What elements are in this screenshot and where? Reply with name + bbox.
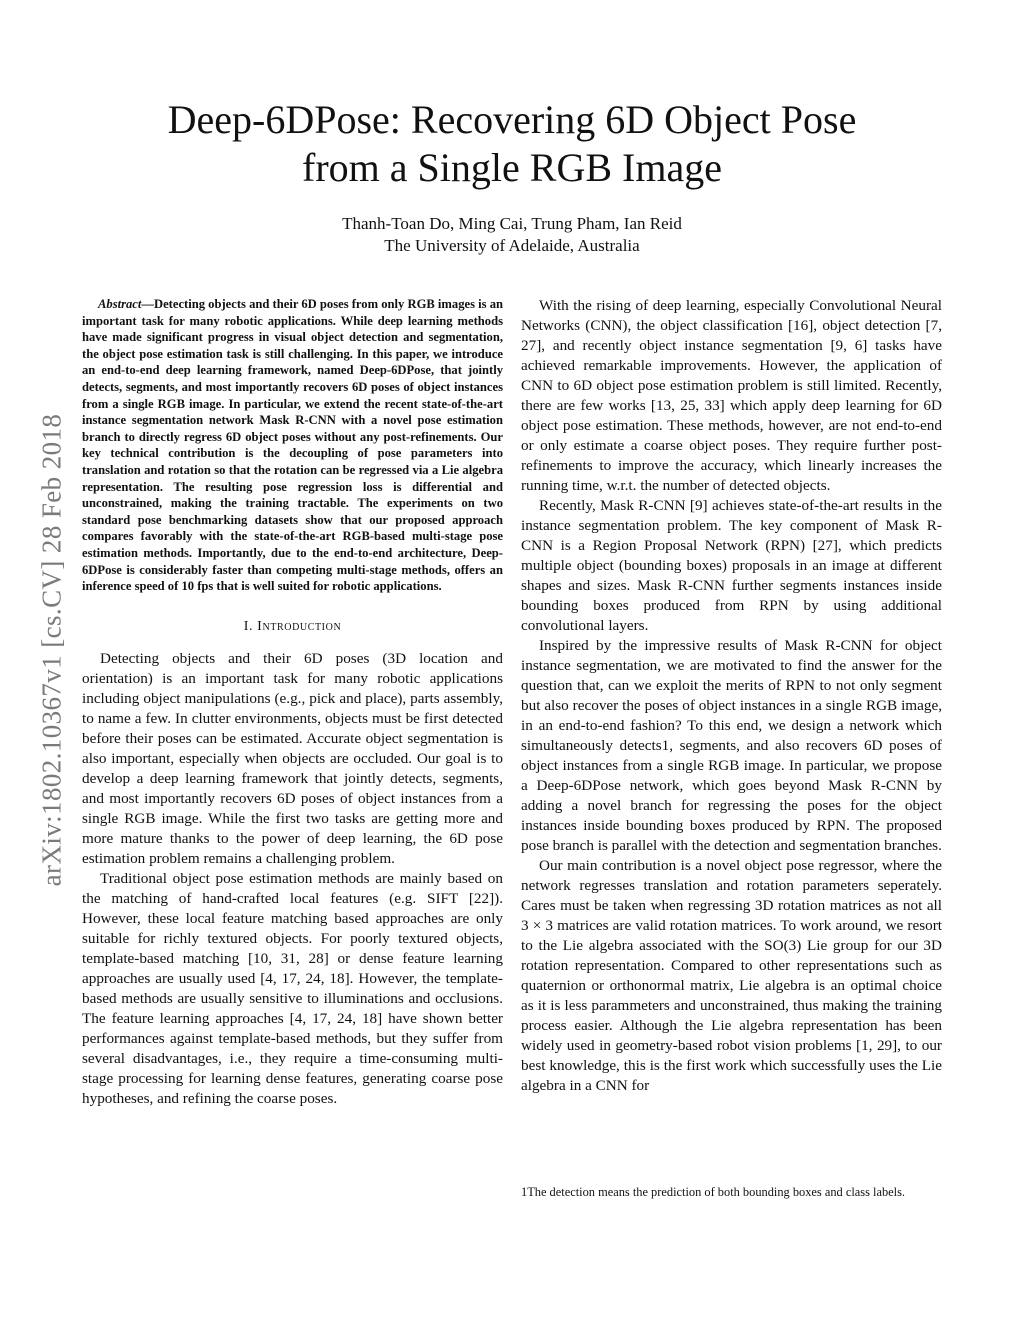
- abstract-text: —Detecting objects and their 6D poses from only RGB images is an important task for many robotic applications. While deep learning methods have made significant progress in visual object detection and segmentation, the object pose estimation task is still challenging. In this paper, we introduce an end-to-end deep learning framework, named Deep-6DPose, that jointly detects, segments, and most importantly recovers 6D poses of object instances from a single RGB image. In particular, we extend the recent state-of-the-art instance segmentation network Mask R-CNN with a novel pose estimation branch to directly regress 6D object poses without any post-refinements. Our key technical contribution is the decoupling of pose parameters into translation and rotation so that the rotation can be regressed via a Lie algebra representation. The resulting pose regression loss is differential and unconstrained, making the training tractable. The experiments on two standard pose benchmarking datasets show that our proposed approach compares favorably with the state-of-the-art RGB-based multi-stage pose estimation methods. Importantly, due to the end-to-end architecture, Deep-6DPose is considerably faster than competing multi-stage methods, offers an inference speed of 10 fps that is well suited for robotic applications.: [82, 297, 503, 594]
- right-column: [521, 296, 942, 1096]
- right-paragraph-4: Our main contribution is a novel object pose regressor, where the network regresses translation and rotation parameters seperately. Cares must be taken when regressing 3D rotation matrices as not all 3 × 3 matrices are valid rotation matrices. To work around, we resort to the Lie algebra associated with the SO(3) Lie group for our 3D rotation representation. Compared to other representations such as quaternion or orthonormal matrix, Lie algebra is an optimal choice as it is less parammeters and unconstrained, thus making the training process easier. Although the Lie algebra representation has been widely used in geometry-based robot vision problems [1, 29], to our best knowledge, this is the first work which successfully uses the Lie algebra in a CNN for: [521, 857, 942, 1094]
- arxiv-identifier: arXiv:1802.10367v1 [cs.CV] 28 Feb 2018: [36, 413, 67, 887]
- author-list: Thanh-Toan Do, Ming Cai, Trung Pham, Ian Reid: [342, 214, 682, 233]
- footnote: 1The detection means the prediction of both bounding boxes and class labels.: [521, 1185, 906, 1199]
- right-paragraph-1: With the rising of deep learning, especially Convolutional Neural Networks (CNN), the object classification [16], object detection [7, 27], and recently object instance segmentation [9, 6] tasks have achieved remarkable improvements. However, the application of CNN to 6D object pose estimation problem is still limited. Recently, there are few works [13, 25, 33] which apply deep learning for 6D object pose estimation. These methods, however, are not end-to-end or only estimate a coarse object poses. They require further post-refinements to improve the accuracy, which linearly increases the running time, w.r.t. the number of detected objects.: [521, 297, 942, 494]
- title-line-2: from a Single RGB Image: [302, 145, 722, 190]
- abstract-lead: Abstract: [98, 297, 142, 311]
- left-column: [82, 296, 503, 1109]
- section-heading-introduction: I. Introduction: [243, 618, 342, 634]
- abstract: [82, 296, 503, 595]
- right-paragraph-2: Recently, Mask R-CNN [9] achieves state-of-the-art results in the instance segmentation problem. The key component of Mask R-CNN is a Region Proposal Network (RPN) [27], which predicts multiple object (bounding boxes) proposals in an image at different shapes and sizes. Mask R-CNN further segments instances inside bounding boxes produced from RPN by using additional convolutional layers.: [521, 497, 942, 634]
- affiliation: The University of Adelaide, Australia: [384, 236, 640, 255]
- right-paragraph-3: Inspired by the impressive results of Mask R-CNN for object instance segmentation, we are motivated to find the answer for the question that, can we exploit the merits of RPN to not only segment but also recover the poses of object instances in a single RGB image, in an end-to-end fashion? To this end, we design a network which simultaneously detects1, segments, and also recovers 6D poses of object instances from a single RGB image. In particular, we propose a Deep-6DPose network, which goes beyond Mask R-CNN by adding a novel branch for regressing the poses for the object instances inside bounding boxes produced by RPN. The proposed pose branch is parallel with the detection and segmentation branches.: [521, 637, 942, 854]
- intro-paragraph-1: Detecting objects and their 6D poses (3D location and orientation) is an important task for many robotic applications including object manipulations (e.g., pick and place), parts assembly, to name a few. In clutter environments, objects must be first detected before their poses can be estimated. Accurate object segmentation is also important, especially when objects are occluded. Our goal is to develop a deep learning framework that jointly detects, segments, and most importantly recovers 6D poses of object instances from a single RGB image. While the first two tasks are getting more and more mature thanks to the power of deep learning, the 6D pose estimation problem remains a challenging problem.: [82, 649, 503, 867]
- paper-title: [130, 96, 894, 192]
- title-line-1: Deep-6DPose: Recovering 6D Object Pose: [167, 97, 857, 142]
- intro-paragraph-2: Traditional object pose estimation methods are mainly based on the matching of hand-crafted local features (e.g. SIFT [22]). However, these local feature matching based approaches are only suitable for richly textured objects. For poorly textured objects, template-based matching [10, 31, 28] or dense feature learning approaches are usually used [4, 17, 24, 18]. However, the template-based methods are usually sensitive to illuminations and occlusions. The feature learning approaches [4, 17, 24, 18] have shown better performances against template-based methods, but they suffer from several disadvantages, i.e., they require a time-consuming multi-stage processing for learning dense features, generating coarse pose hypotheses, and refining the coarse poses.: [82, 869, 503, 1107]
